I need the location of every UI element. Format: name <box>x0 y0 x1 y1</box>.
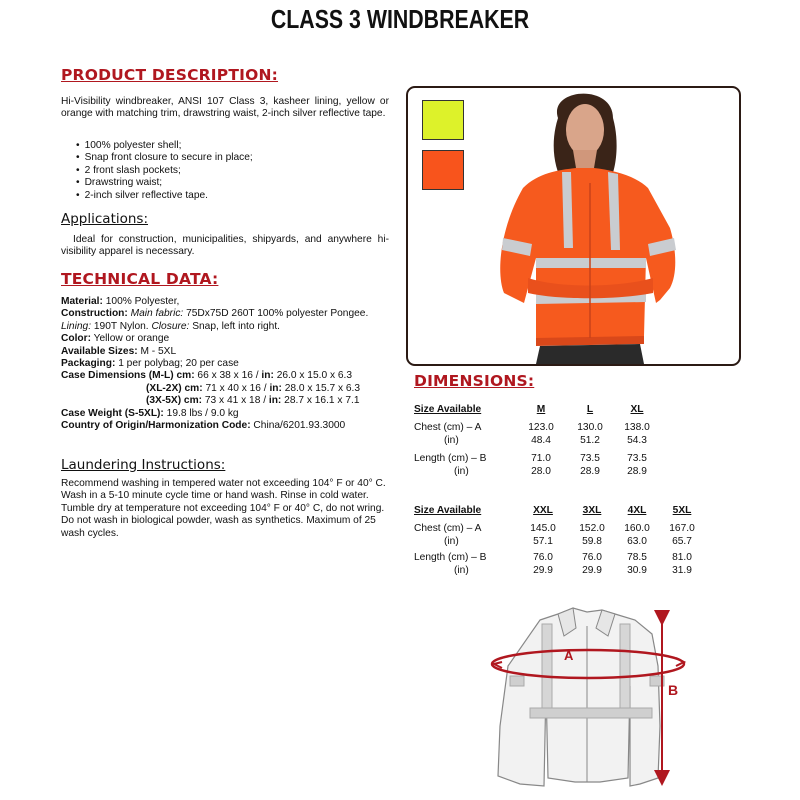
table-row: Chest (cm) – A 123.0 130.0 138.0 <box>414 422 650 434</box>
product-description-heading: PRODUCT DESCRIPTION: <box>61 66 279 84</box>
table-row: (in) 28.0 28.9 28.9 <box>454 465 647 477</box>
laundering-text: Recommend washing in tempered water not exceeding 104° F or 40° C. Wash in a 5-10 minute cycle time or hand wash. Rinse in cold water. Tumble dry at temperature not exceeding 104° F or 40° C, do not wring. Do not wash in biological powder, wash as synthetics. Maximum of 25 wash cycles. <box>61 478 386 539</box>
tech-sizes: Available Sizes: M - 5XL <box>61 345 177 357</box>
product-photo-frame <box>406 86 741 366</box>
applications-text: Ideal for construction, municipalities, shipyards, and anywhere hi-visibility apparel is necessary. <box>61 234 389 258</box>
table-header-row: Size Available M L XL <box>414 404 644 415</box>
tech-case-dimensions-2: (XL-2X) cm: 71 x 40 x 16 / in: 28.0 x 15.7 x 6.3 <box>146 382 361 394</box>
tech-construction: Construction: Main fabric: 75Dx75D 260T 100% polyester Pongee. <box>61 308 369 320</box>
tech-material: Material: 100% Polyester, <box>61 296 180 307</box>
model-jacket-illustration <box>408 88 739 364</box>
tech-packaging: Packaging: 1 per polybag; 20 per case <box>61 358 239 370</box>
table-row: Length (cm) – B 76.0 76.0 78.5 81.0 <box>414 552 692 564</box>
feature-item: • 2-inch silver reflective tape. <box>76 190 253 202</box>
diagram-label-b: B <box>668 682 679 698</box>
tech-case-dimensions: Case Dimensions (M-L) cm: 66 x 38 x 16 / in: 26.0 x 15.0 x 6.3 <box>61 370 353 382</box>
tech-origin: Country of Origin/Harmonization Code: China/6201.93.3000 <box>61 420 346 432</box>
feature-item: • 2 front slash pockets; <box>76 165 253 177</box>
table-row: (in) 29.9 29.9 30.9 31.9 <box>454 564 692 576</box>
table-row: (in) 48.4 51.2 54.3 <box>444 434 647 446</box>
dimensions-table-1 <box>414 404 662 478</box>
feature-list <box>76 140 253 202</box>
feature-item: • Drawstring waist; <box>76 177 253 189</box>
tech-case-weight: Case Weight (S-5XL): 19.8 lbs / 9.0 kg <box>61 407 239 419</box>
dimensions-table-2 <box>414 505 702 577</box>
table-row: Length (cm) – B 71.0 73.5 73.5 <box>414 453 647 465</box>
tech-case-dimensions-3: (3X-5X) cm: 73 x 41 x 18 / in: 28.7 x 16.1 x 7.1 <box>146 395 360 407</box>
table-row: (in) 57.1 59.8 63.0 65.7 <box>444 535 692 547</box>
diagram-label-a: A <box>564 648 574 663</box>
product-description-intro: Hi-Visibility windbreaker, ANSI 107 Class 3, kasheer lining, yellow or orange with matching trim, drawstring waist, 2-inch silver reflective tape. <box>61 96 389 120</box>
technical-data-block <box>61 296 391 432</box>
tech-color: Color: Yellow or orange <box>61 333 170 345</box>
page-title: CLASS 3 WINDBREAKER <box>270 4 530 34</box>
table-row: Chest (cm) – A 145.0 152.0 160.0 167.0 <box>414 523 695 535</box>
applications-heading: Applications: <box>61 211 149 227</box>
feature-item: • Snap front closure to secure in place; <box>76 152 253 164</box>
laundering-heading: Laundering Instructions: <box>61 457 226 473</box>
table-header-row: Size Available XXL 3XL 4XL 5XL <box>414 505 692 516</box>
tech-lining: Lining: 190T Nylon. Closure: Snap, left into right. <box>61 320 280 332</box>
dimensions-heading: DIMENSIONS: <box>414 372 535 390</box>
technical-data-heading: TECHNICAL DATA: <box>61 270 219 288</box>
jacket-measurement-diagram <box>480 606 720 796</box>
feature-item: • 100% polyester shell; <box>76 140 253 152</box>
